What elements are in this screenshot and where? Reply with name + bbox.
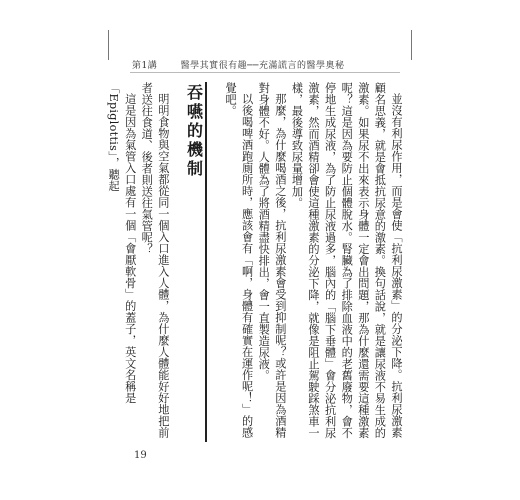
section-heading: 吞嚥的機制: [185, 82, 208, 442]
running-head: [132, 58, 344, 71]
crop-mark-right: [411, 30, 412, 60]
vertical-body-text: [107, 82, 404, 442]
chapter-title: 醫學其實很有趣──充滿謊言的醫學奧秘: [180, 61, 345, 71]
crop-mark-left: [108, 30, 109, 60]
chapter-label: 第1講: [132, 61, 158, 71]
paragraph: 明明食物與空氣都從同一個入口進入人體，為什麼人體能好好地把前者送往食道、後者則送往氣管呢？: [140, 82, 170, 439]
page-number: 19: [134, 450, 147, 461]
paragraph: 那麼，為什麼喝酒之後，抗利尿激素會受到抑制呢？或許是因為酒精對身體不好。人體為了將酒精盡快排出，會一直製造尿液。: [257, 82, 287, 439]
paragraph: 這是因為氣管入口處有一個「會厭軟骨」的蓋子，英文名稱是「Epiglottis」，聽起: [107, 82, 137, 404]
paragraph: 以後喝啤酒跑廁所時，應該會有「啊，身體有確實在運作呢！」的感覺吧。: [224, 82, 254, 439]
paragraph: 並沒有利尿作用，而是會使「抗利尿激素」的分泌下降。抗利尿激素顧名思義，就是會抵抗尿意的激素。換句話說，就是讓尿液不易生成的激素。如果尿不出來表示身體一定會出問題，那為什麼還需要這種激素呢？這是因為要防止個體脫水。腎臟為了排除血液中的老舊廢物，會不停地生成尿液，為了防止尿液過多，腦內的「腦下垂體」會分泌抗利尿激素，然而酒精卻會使這種激素的分泌下降，就像是阻止駕駛踩煞車一樣，最後導致尿量增加。: [290, 82, 403, 439]
header-rule: [130, 72, 400, 73]
